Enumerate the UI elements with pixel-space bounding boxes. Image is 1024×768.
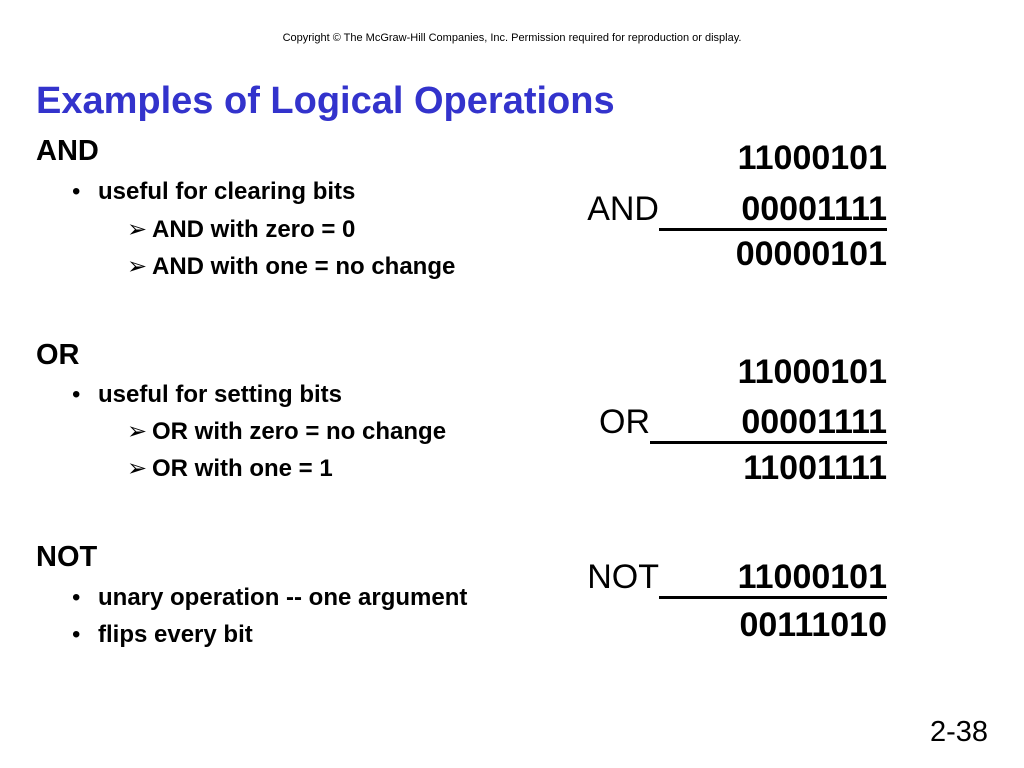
and-operand-b: 00001111 [659, 191, 887, 231]
bullet-icon: • [72, 381, 81, 408]
or-sub-bullet-text: OR with zero = no change [152, 418, 447, 445]
or-operand-b: 00001111 [650, 404, 887, 444]
and-operation-row [587, 189, 887, 231]
not-result: 00111010 [739, 606, 887, 644]
and-heading: AND [36, 135, 99, 167]
page-number: 2-38 [929, 716, 988, 748]
and-sub-bullet-zero [127, 215, 355, 245]
arrow-bullet-icon: ➢ [127, 418, 148, 445]
arrow-bullet-icon: ➢ [127, 216, 148, 243]
and-operator-label: AND [587, 190, 659, 228]
and-sub-bullet-text: AND with one = no change [152, 253, 456, 280]
or-sub-bullet-zero [127, 417, 446, 447]
and-sub-bullet-text: AND with zero = 0 [152, 216, 356, 243]
copyright-notice: Copyright © The McGraw-Hill Companies, Inc. Permission required for reproduction or display. [282, 32, 742, 44]
not-heading: NOT [36, 541, 98, 573]
not-bullet-flips [72, 620, 253, 650]
not-operator-label: NOT [587, 558, 659, 596]
or-operand-a: 11000101 [737, 353, 887, 391]
bullet-icon: • [72, 621, 81, 648]
and-sub-bullet-one [127, 252, 455, 282]
bullet-icon: • [72, 178, 81, 205]
arrow-bullet-icon: ➢ [127, 253, 148, 280]
not-operand-a: 11000101 [659, 559, 887, 599]
and-bullet-text: useful for clearing bits [98, 178, 356, 205]
and-operand-a: 11000101 [737, 139, 887, 177]
not-bullet-unary [72, 583, 467, 613]
arrow-bullet-icon: ➢ [127, 455, 148, 482]
slide-title: Examples of Logical Operations [36, 80, 615, 122]
bullet-icon: • [72, 584, 81, 611]
or-sub-bullet-one [127, 454, 333, 484]
or-operator-label: OR [599, 403, 650, 441]
and-result: 00000101 [735, 235, 887, 273]
or-bullet [72, 380, 342, 410]
or-bullet-text: useful for setting bits [98, 381, 343, 408]
or-sub-bullet-text: OR with one = 1 [152, 455, 333, 482]
or-result: 11001111 [743, 449, 887, 487]
and-bullet [72, 177, 355, 207]
or-operation-row [599, 402, 887, 444]
not-operation-row [587, 557, 887, 599]
or-heading: OR [36, 339, 80, 371]
not-bullet-text: flips every bit [98, 621, 253, 648]
not-bullet-text: unary operation -- one argument [98, 584, 468, 611]
